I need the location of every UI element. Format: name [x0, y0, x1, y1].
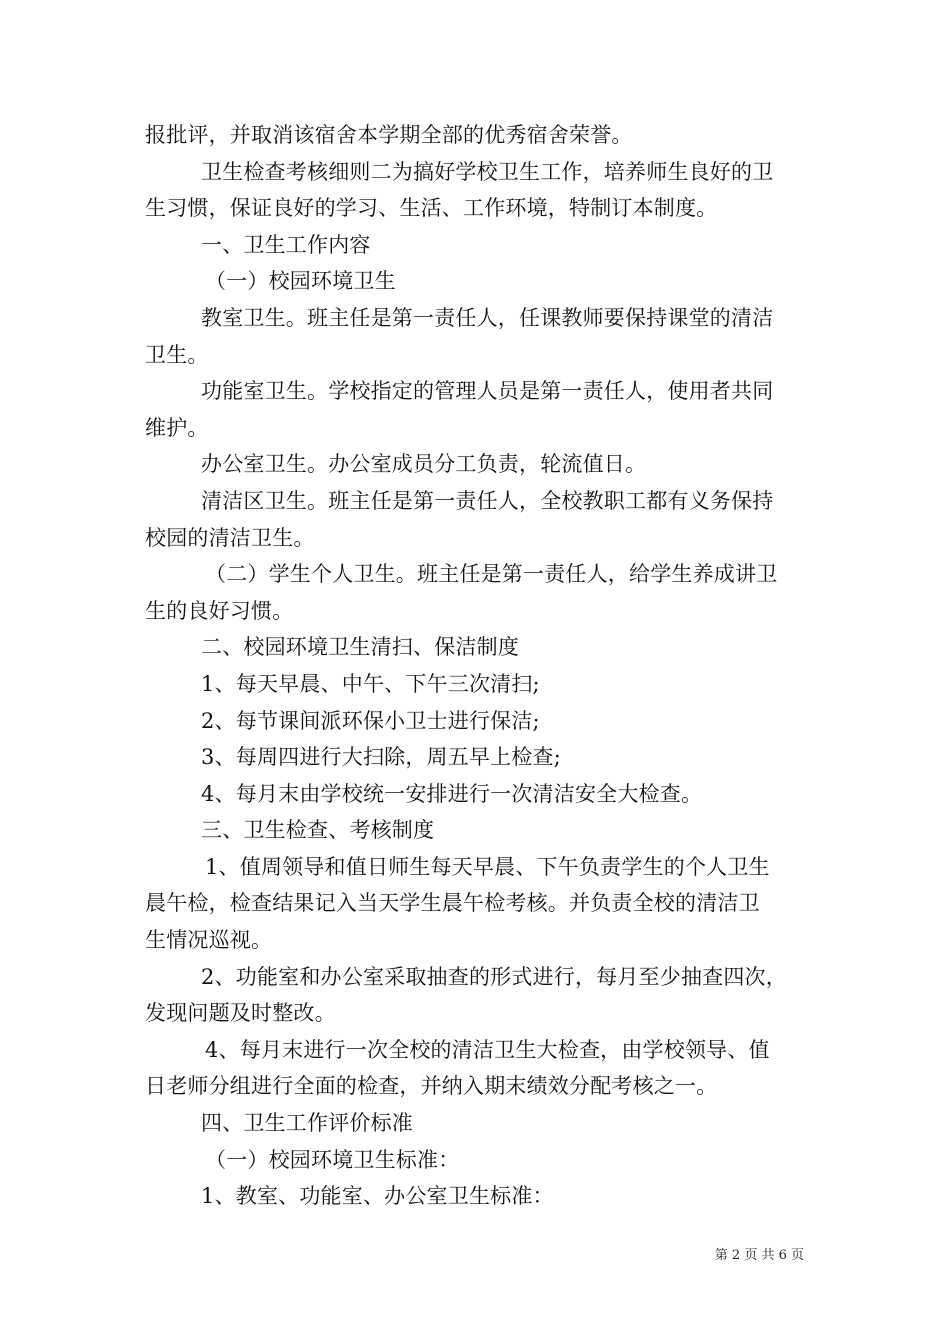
list-item: 1、每天早晨、中午、下午三次清扫;: [201, 671, 540, 696]
section-heading: 二、校园环境卫生清扫、保洁制度: [201, 635, 519, 660]
text-line: 发现问题及时整改。: [145, 1001, 336, 1026]
page-number: 第 2 页 共 6 页: [714, 1248, 804, 1263]
text-line: 生习惯，保证良好的学习、生活、工作环境，特制订本制度。: [145, 196, 718, 221]
section-heading: 一、卫生工作内容: [201, 232, 371, 257]
text-line: 卫生检查考核细则二为搞好学校卫生工作，培养师生良好的卫: [201, 159, 774, 184]
list-item: 4、每月末由学校统一安排进行一次清洁安全大检查。: [201, 781, 703, 806]
text-line: 校园的清洁卫生。: [145, 525, 315, 550]
list-item: 4、每月末进行一次全校的清洁卫生大检查，由学校领导、值: [205, 1037, 770, 1062]
text-line: （二）学生个人卫生。班主任是第一责任人，给学生养成讲卫: [205, 562, 778, 587]
text-line: 晨午检，检查结果记入当天学生晨午检考核。并负责全校的清洁卫: [145, 891, 760, 916]
list-item: 3、每周四进行大扫除，周五早上检查;: [201, 745, 562, 770]
text-line: 日老师分组进行全面的检查，并纳入期末绩效分配考核之一。: [145, 1074, 718, 1099]
list-item: 2、功能室和办公室采取抽查的形式进行，每月至少抽查四次，: [201, 964, 787, 989]
list-item: 1、值周领导和值日师生每天早晨、下午负责学生的个人卫生: [205, 854, 770, 879]
subsection-heading: （一）校园环境卫生标准：: [205, 1147, 460, 1172]
text-line: 清洁区卫生。班主任是第一责任人，全校教职工都有义务保持: [201, 488, 774, 513]
section-heading: 三、卫生检查、考核制度: [201, 818, 435, 843]
list-item: 2、每节课间派环保小卫士进行保洁;: [201, 708, 540, 733]
list-item: 1、教室、功能室、办公室卫生标准：: [201, 1184, 554, 1209]
section-heading: 四、卫生工作评价标准: [201, 1111, 413, 1136]
text-line: 生的良好习惯。: [145, 598, 294, 623]
subsection-heading: （一）校园环境卫生: [205, 269, 396, 294]
text-line: 卫生。: [145, 342, 209, 367]
document-body: [145, 117, 810, 1215]
text-line: 维护。: [145, 415, 209, 440]
text-line: 生情况巡视。: [145, 928, 273, 953]
text-line: 功能室卫生。学校指定的管理人员是第一责任人，使用者共同: [201, 379, 774, 404]
text-line: 报批评，并取消该宿舍本学期全部的优秀宿舍荣誉。: [145, 123, 633, 147]
text-line: 教室卫生。班主任是第一责任人，任课教师要保持课堂的清洁: [201, 305, 774, 330]
text-line: 办公室卫生。办公室成员分工负责，轮流值日。: [201, 452, 647, 477]
